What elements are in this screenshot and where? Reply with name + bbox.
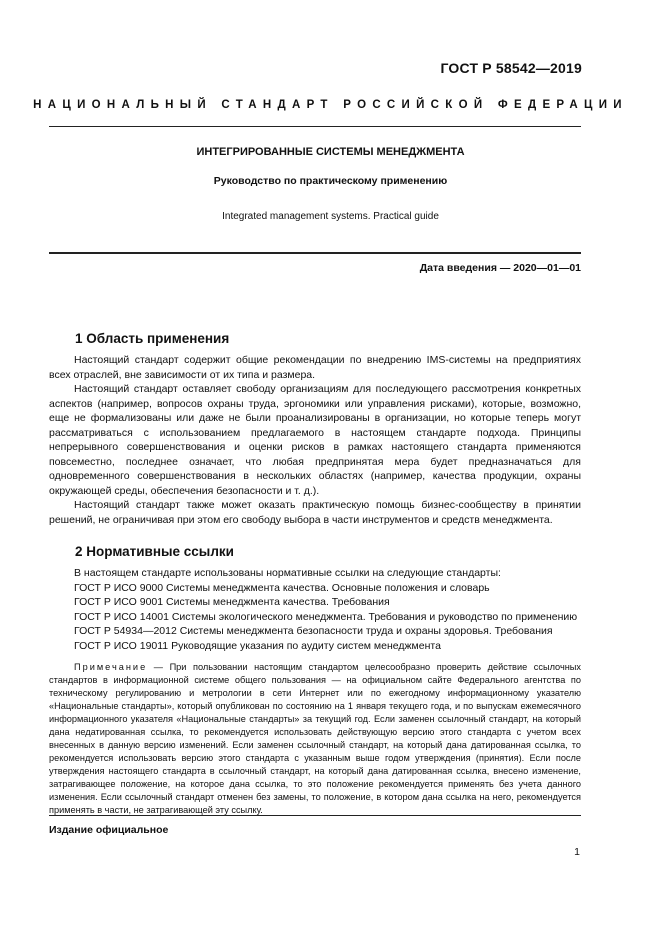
- note-text: — При пользовании настоящим стандартом целесообразно проверить действие ссылочных стандартов в информационной системе общего пользования — на официальном сайте Федерального агентства по техническому регулированию и метрологии в сети Интернет или по ежегодному информационному указателю «Национальные стандарты», который опубликован по состоянию на 1 января текущего года, и по выпускам ежемесячного информационного указателя «Национальные стандарты» за текущий год. Если заменен ссылочный стандарт, на который дана недатированная ссылка, то рекомендуется использовать действующую версию этого стандарта с учетом всех внесенных в данную версию изменений. Если заменен ссылочный стандарт, на который дана датированная ссылка, то рекомендуется использовать версию этого стандарта с указанным выше годом утверждения (принятия). Если после утверждения настоящего стандарта в ссылочный стандарт, на который дана датированная ссылка, внесено изменение, затрагивающее положение, на которое дана ссылка, то это положение рекомендуется применять без учета данного изменения. Если ссылочный стандарт отменен без замены, то положение, в котором дана ссылка на него, рекомендуется применять в части, не затрагивающей эту ссылку.: [49, 662, 581, 815]
- references-note: [49, 661, 581, 817]
- note-label: Примечание: [74, 662, 148, 672]
- document-body: [49, 330, 581, 817]
- reference-item: ГОСТ Р ИСО 9001 Системы менеджмента качества. Требования: [74, 596, 390, 608]
- official-edition-label: Издание официальное: [49, 824, 169, 836]
- header-divider: [49, 126, 581, 127]
- standard-designation: ГОСТ Р 58542—2019: [440, 60, 582, 76]
- normative-references-list: [49, 566, 581, 653]
- section-2-heading: 2 Нормативные ссылки: [75, 544, 234, 559]
- page-number: 1: [574, 846, 580, 858]
- document-subtitle: Руководство по практическому применению: [213, 175, 448, 187]
- english-title: Integrated management systems. Practical guide: [222, 211, 439, 222]
- introduction-date: Дата введения — 2020—01—01: [419, 262, 581, 274]
- national-standard-heading: НАЦИОНАЛЬНЫЙ СТАНДАРТ РОССИЙСКОЙ ФЕДЕРАЦИИ: [33, 99, 628, 111]
- section-1-paragraph: Настоящий стандарт оставляет свободу организациям для последующего рассмотрения конкретных аспектов (например, вопросов охраны труда, эргономики или управления рисками), которые, возможно, еще не формализованы или даже не были проанализированы в организации, но которые теперь могут рассматриваться с использованием предлагаемого в настоящем стандарте подхода. Принципы непрерывного совершенствования и оценки рисков в рамках настоящего стандарта применяются повсеместно, последнее означает, что любая предпринятая мера будет предназначаться для одновременного совершенствования в нескольких областях (например, качества продукции, охраны окружающей среды, обеспечения безопасности и т. д.).: [49, 383, 581, 497]
- section-1-paragraph: Настоящий стандарт содержит общие рекомендации по внедрению IMS-системы на предприятиях всех отраслей, вне зависимости от их типа и размера.: [49, 354, 581, 381]
- section-1-heading: 1 Область применения: [75, 331, 230, 346]
- references-intro: В настоящем стандарте использованы нормативные ссылки на следующие стандарты:: [74, 567, 501, 579]
- reference-item: ГОСТ Р ИСО 19011 Руководящие указания по аудиту систем менеджмента: [74, 639, 441, 652]
- document-title: ИНТЕГРИРОВАННЫЕ СИСТЕМЫ МЕНЕДЖМЕНТА: [196, 146, 465, 158]
- reference-item: ГОСТ Р 54934—2012 Системы менеджмента безопасности труда и охраны здоровья. Требования: [74, 625, 553, 637]
- reference-item: ГОСТ Р ИСО 14001 Системы экологического менеджмента. Требования и руководство по применению: [74, 610, 578, 623]
- footer-divider: [49, 815, 581, 816]
- section-1-paragraph: Настоящий стандарт также может оказать практическую помощь бизнес-сообществу в принятии решений, не ограничивая при этом его свободу выбора в части инструментов и средств менеджмента.: [49, 499, 581, 526]
- title-divider: [49, 252, 581, 254]
- reference-item: ГОСТ Р ИСО 9000 Системы менеджмента качества. Основные положения и словарь: [74, 581, 490, 594]
